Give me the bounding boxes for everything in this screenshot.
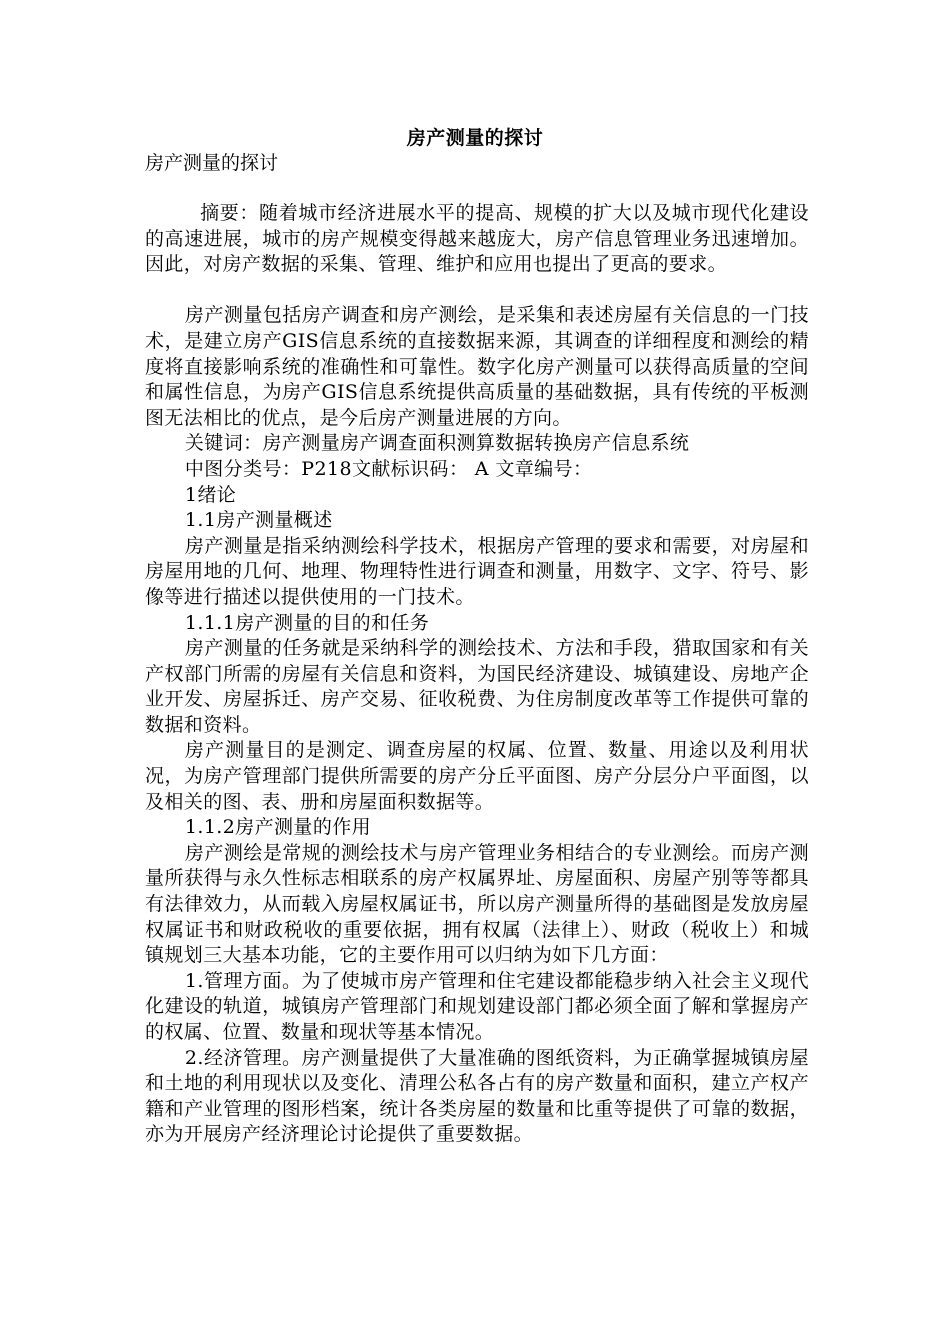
task-paragraph: 房产测量的任务就是采纳科学的测绘技术、方法和手段，猎取国家和有关产权部门所需的房屋有关信息和资料，为国民经济建设、城镇建设、房地产企业开发、房屋拆迁、房产交易、征收税费、为住房制度改革等工作提供可靠的数据和资料。	[145, 637, 809, 736]
section-heading-1-1-1: 1.1.1房产测量的目的和任务	[184, 611, 430, 634]
intro-paragraph: 房产测量包括房产调查和房产测绘，是采集和表述房屋有关信息的一门技术，是建立房产GIS信息系统的直接数据来源，其调查的详细程度和测绘的精度将直接影响系统的准确性和可靠性。数字化房产测量可以获得高质量的空间和属性信息，为房产GIS信息系统提供高质量的基础数据，具有传统的平板测图无法相比的优点，是今后房产测量进展的方向。	[145, 304, 809, 429]
abstract-paragraph: 摘要：随着城市经济进展水平的提高、规模的扩大以及城市现代化建设的高速进展，城市的房产规模变得越来越庞大，房产信息管理业务迅速增加。因此，对房产数据的采集、管理、维护和应用也提出了更高的要求。	[145, 202, 809, 276]
role-paragraph: 房产测绘是常规的测绘技术与房产管理业务相结合的专业测绘。而房产测量所获得与永久性标志相联系的房产权属界址、房屋面积、房屋产别等等都具有法律效力，从而载入房屋权属证书，所以房产测量所得的基础图是发放房屋权属证书和财政税收的重要依据，拥有权属（法律上）、财政（税收上）和城镇规划三大基本功能，它的主要作用可以归纳为如下几方面：	[145, 841, 809, 967]
overview-paragraph: 房产测量是指采纳测绘科学技术，根据房产管理的要求和需要，对房屋和房屋用地的几何、地理、物理特性进行调查和测量，用数字、文字、符号、影像等进行描述以提供使用的一门技术。	[145, 534, 809, 608]
document-body	[145, 201, 809, 1148]
purpose-paragraph: 房产测量目的是测定、调查房屋的权属、位置、数量、用途以及利用状况，为房产管理部门提供所需要的房产分丘平面图、房产分层分户平面图，以及相关的图、表、册和房屋面积数据等。	[145, 739, 809, 813]
document-subtitle: 房产测量的探讨	[145, 152, 279, 174]
section-heading-1: 1绪论	[184, 483, 237, 506]
list-item-economic: 2.经济管理。房产测量提供了大量准确的图纸资料，为正确掌握城镇房屋和土地的利用现状以及变化、清理公私各占有的房产数量和面积，建立产权产籍和产业管理的图形档案，统计各类房屋的数量和比重等提供了可靠的数据，亦为开展房产经济理论讨论提供了重要数据。	[145, 1046, 809, 1146]
list-item-management: 1.管理方面。为了使城市房产管理和住宅建设都能稳步纳入社会主义现代化建设的轨道，城镇房产管理部门和规划建设部门都必须全面了解和掌握房产的权属、位置、数量和现状等基本情况。	[145, 969, 809, 1043]
document-title: 房产测量的探讨	[406, 127, 544, 149]
blank-line	[145, 278, 809, 304]
section-heading-1-1-2: 1.1.2房产测量的作用	[184, 816, 372, 839]
section-heading-1-1: 1.1房产测量概述	[184, 509, 333, 532]
keywords-line: 关键词：房产测量房产调查面积测算数据转换房产信息系统	[184, 432, 690, 455]
classification-line: 中图分类号：P218文献标识码： A 文章编号：	[184, 457, 593, 480]
